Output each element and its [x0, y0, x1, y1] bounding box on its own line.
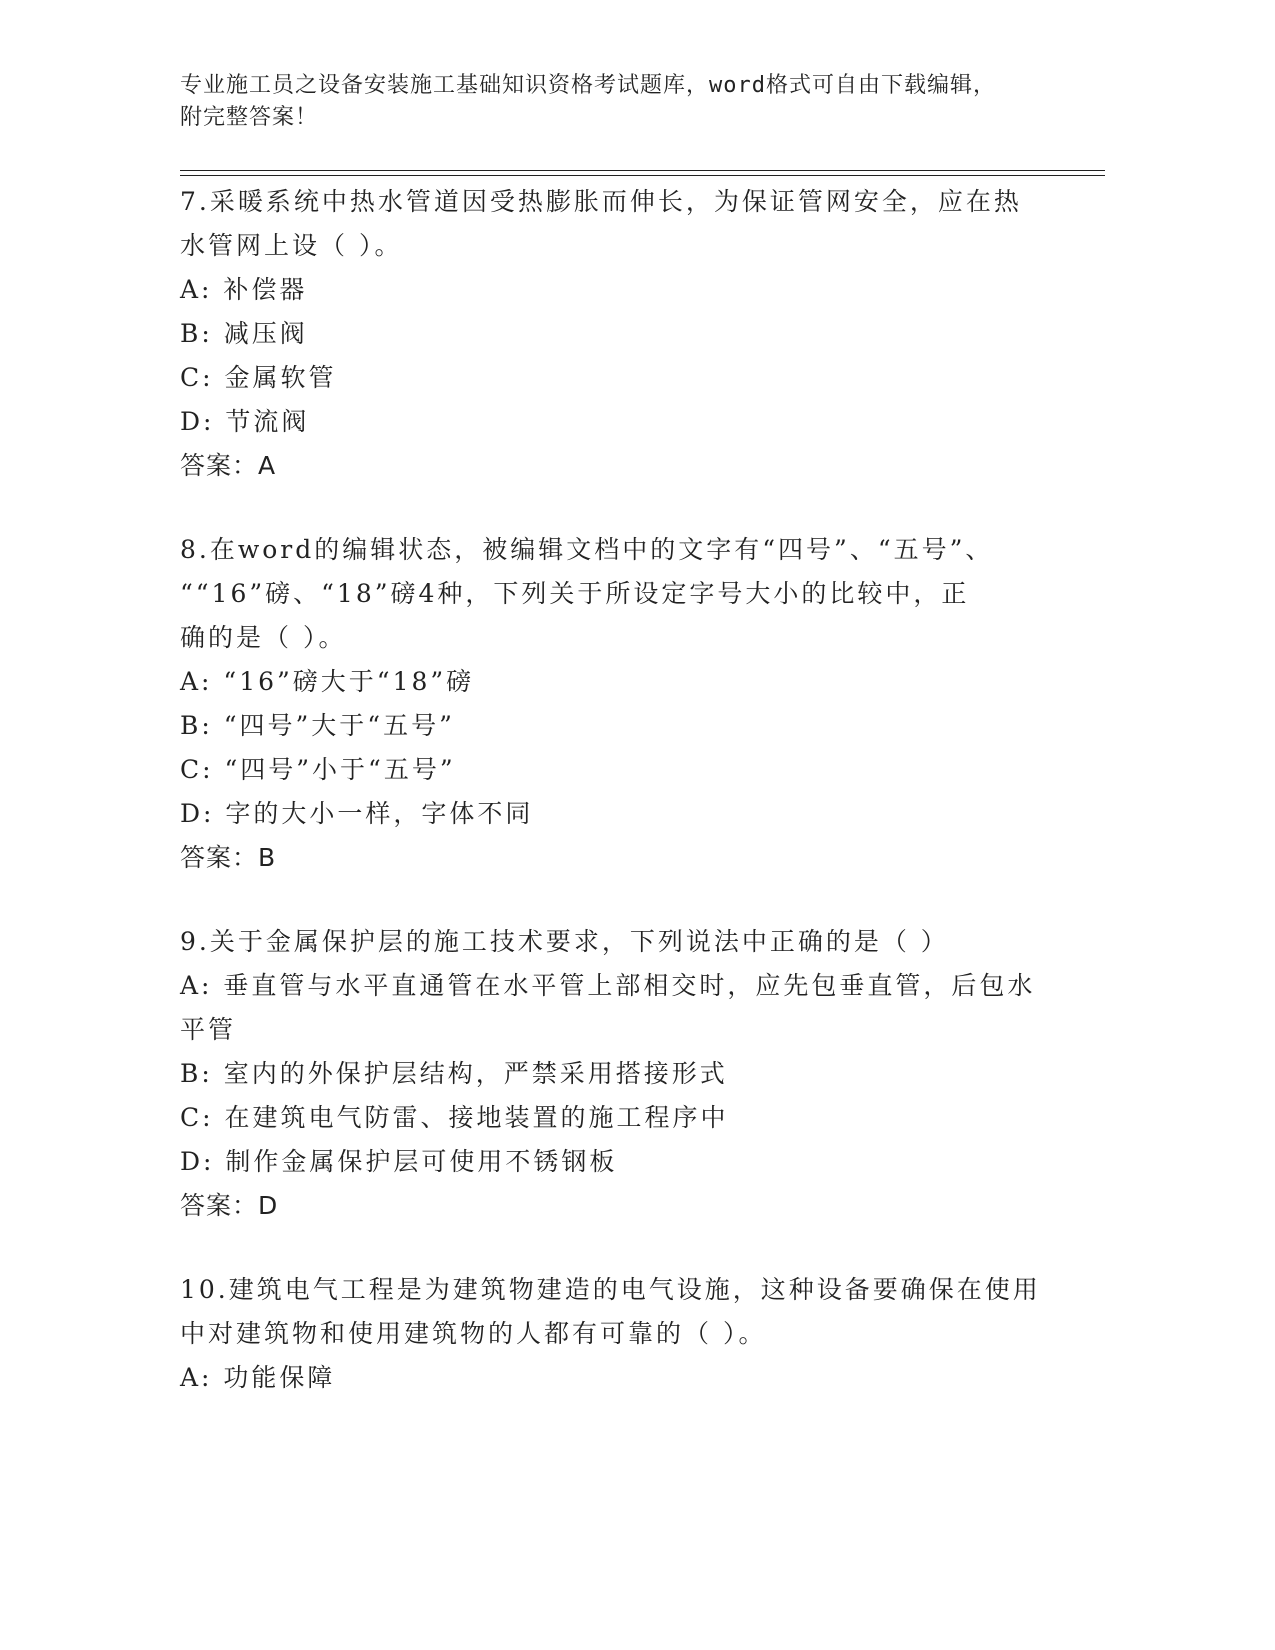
question-8 [180, 528, 1080, 880]
question-stem-line: ““16”磅、“18”磅4种，下列关于所设定字号大小的比较中，正 [180, 579, 970, 608]
header-line-2: 附完整答案！ [180, 105, 319, 130]
question-stem-line: 10.建筑电气工程是为建筑物建造的电气设施，这种设备要确保在使用 [180, 1275, 1041, 1304]
option-b: B: 室内的外保护层结构，严禁采用搭接形式 [180, 1059, 728, 1088]
option-c: C: “四号”小于“五号” [180, 755, 456, 784]
option-b: B: 减压阀 [180, 319, 308, 348]
question-10 [180, 1268, 1080, 1400]
option-d: D: 节流阀 [180, 407, 310, 436]
option-b: B: “四号”大于“五号” [180, 711, 455, 740]
option-a: A: 垂直管与水平直通管在水平管上部相交时，应先包垂直管，后包水 [180, 971, 1036, 1000]
answer-line: 答案：B [180, 843, 277, 872]
header-divider-bottom [180, 175, 1105, 176]
header-line-1: 专业施工员之设备安装施工基础知识资格考试题库，word格式可自由下载编辑， [180, 73, 996, 98]
question-stem-line: 确的是（ ）。 [180, 623, 347, 652]
question-9 [180, 920, 1080, 1228]
option-a: A: 补偿器 [180, 275, 308, 304]
answer-line: 答案：A [180, 451, 277, 480]
option-a: A: “16”磅大于“18”磅 [180, 667, 475, 696]
option-d: D: 制作金属保护层可使用不锈钢板 [180, 1147, 618, 1176]
option-a: A: 功能保障 [180, 1363, 336, 1392]
header-divider-top [180, 170, 1105, 171]
document-header [180, 70, 1060, 134]
question-stem-line: 中对建筑物和使用建筑物的人都有可靠的（ ）。 [180, 1319, 767, 1348]
option-c: C: 金属软管 [180, 363, 337, 392]
question-stem-line: 7.采暖系统中热水管道因受热膨胀而伸长，为保证管网安全，应在热 [180, 187, 1022, 216]
question-stem-line: 水管网上设（ ）。 [180, 231, 403, 260]
option-a-continued: 平管 [180, 1015, 237, 1044]
option-d: D: 字的大小一样，字体不同 [180, 799, 534, 828]
option-c: C: 在建筑电气防雷、接地装置的施工程序中 [180, 1103, 729, 1132]
question-stem-line: 8.在word的编辑状态，被编辑文档中的文字有“四号”、“五号”、 [180, 535, 994, 564]
question-7 [180, 180, 1080, 488]
question-stem-line: 9.关于金属保护层的施工技术要求，下列说法中正确的是（ ） [180, 927, 949, 956]
answer-line: 答案：D [180, 1191, 279, 1220]
